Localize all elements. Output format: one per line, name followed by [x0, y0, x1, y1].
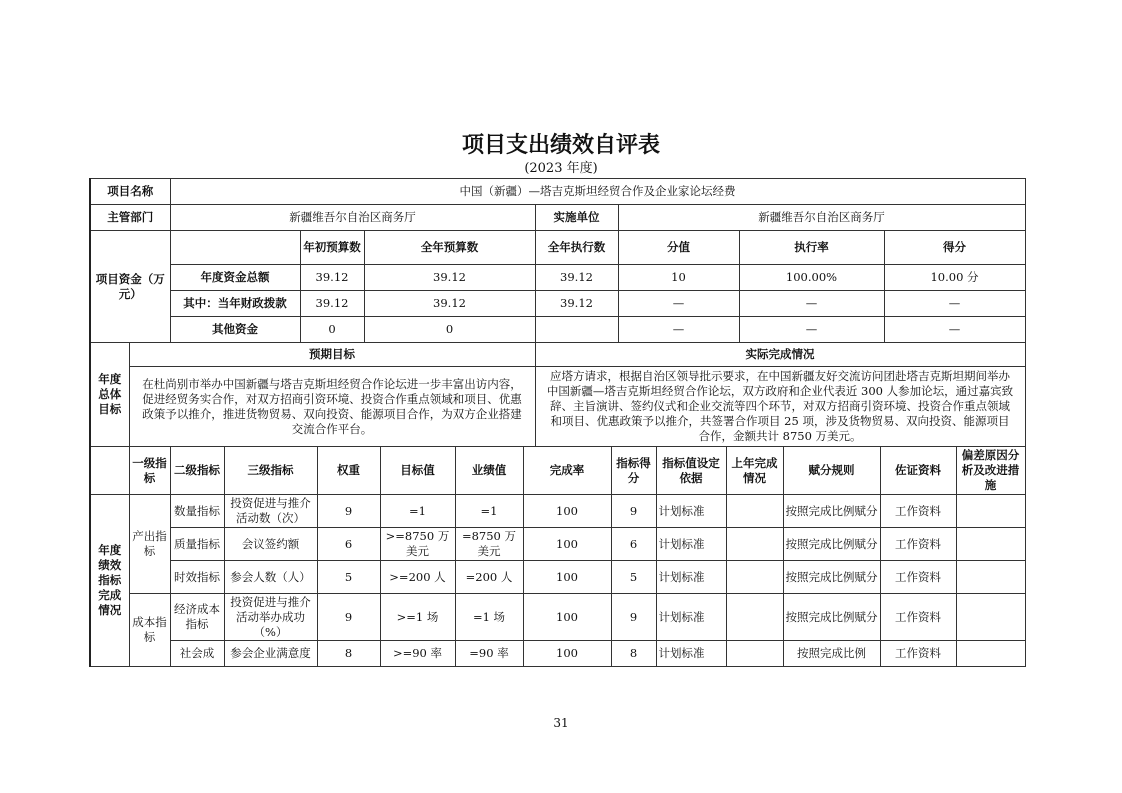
level3-label: 投资促进与推介活动举办成功（%）: [224, 594, 317, 641]
funds-annual: 39.12: [364, 291, 535, 317]
indicator-row: [90, 495, 1025, 528]
year-subtitle: (2023 年度): [524, 161, 598, 176]
score-cell: 8: [611, 641, 656, 667]
score-cell: 5: [611, 561, 656, 594]
funds-header-executed: 全年执行数: [535, 231, 618, 265]
level1-label: 成本指标: [129, 594, 170, 667]
deviation-cell: [956, 561, 1025, 594]
goals-label: 年度总体目标: [90, 343, 129, 447]
indicators-table: [89, 446, 1026, 667]
col-header-actual: 业绩值: [455, 447, 523, 495]
weight-cell: 6: [317, 528, 380, 561]
basis-cell: 计划标准: [656, 561, 726, 594]
project-name-row: [90, 179, 1025, 205]
funds-row-other: [90, 317, 1025, 343]
indicators-header-row: [90, 447, 1025, 495]
last-year-cell: [726, 594, 783, 641]
page-number: 31: [553, 716, 569, 730]
funds-score: —: [884, 291, 1025, 317]
target-cell: >=8750 万美元: [380, 528, 455, 561]
project-name-label: 项目名称: [90, 179, 170, 205]
funds-header-row: [90, 231, 1025, 265]
last-year-cell: [726, 495, 783, 528]
indicator-row: [90, 528, 1025, 561]
last-year-cell: [726, 528, 783, 561]
col-header-completion: 完成率: [523, 447, 611, 495]
funds-annual: 0: [364, 317, 535, 343]
funds-executed: 39.12: [535, 291, 618, 317]
score-cell: 9: [611, 495, 656, 528]
funds-score: 10.00 分: [884, 265, 1025, 291]
evidence-cell: 工作资料: [880, 495, 956, 528]
page-title: 项目支出绩效自评表: [461, 133, 660, 158]
score-cell: 9: [611, 594, 656, 641]
basis-cell: 计划标准: [656, 594, 726, 641]
funds-row-name: 年度资金总额: [170, 265, 300, 291]
indicator-row: [90, 561, 1025, 594]
indicator-row: [90, 641, 1025, 667]
deviation-cell: [956, 641, 1025, 667]
col-header-score: 指标得分: [611, 447, 656, 495]
indicators-header-blank: [90, 447, 129, 495]
evidence-cell: 工作资料: [880, 641, 956, 667]
rule-cell: 按照完成比例赋分: [783, 561, 880, 594]
level2-label: 质量指标: [170, 528, 224, 561]
level2-label: 社会成: [170, 641, 224, 667]
evidence-cell: 工作资料: [880, 528, 956, 561]
evidence-cell: 工作资料: [880, 561, 956, 594]
target-cell: >=90 率: [380, 641, 455, 667]
funds-score-value: —: [618, 291, 739, 317]
funds-row-name: 其中：当年财政拨款: [170, 291, 300, 317]
level3-label: 参会人数（人）: [224, 561, 317, 594]
deviation-cell: [956, 594, 1025, 641]
level3-label: 投资促进与推介活动数（次）: [224, 495, 317, 528]
last-year-cell: [726, 561, 783, 594]
dept-label: 主管部门: [90, 205, 170, 231]
funds-score-value: 10: [618, 265, 739, 291]
funds-initial: 0: [300, 317, 364, 343]
funds-row-fiscal: [90, 291, 1025, 317]
funds-initial: 39.12: [300, 265, 364, 291]
impl-value: 新疆维吾尔自治区商务厅: [618, 205, 1025, 231]
level3-label: 会议签约额: [224, 528, 317, 561]
deviation-cell: [956, 528, 1025, 561]
indicators-section-label: 年度绩效指标完成情况: [90, 495, 129, 667]
project-name-value: 中国（新疆）—塔吉克斯坦经贸合作及企业家论坛经费: [170, 179, 1025, 205]
funds-header-annual: 全年预算数: [364, 231, 535, 265]
funds-executed: [535, 317, 618, 343]
col-header-rule: 赋分规则: [783, 447, 880, 495]
target-cell: >=200 人: [380, 561, 455, 594]
actual-cell: =8750 万美元: [455, 528, 523, 561]
funds-row-total: [90, 265, 1025, 291]
last-year-cell: [726, 641, 783, 667]
weight-cell: 5: [317, 561, 380, 594]
col-header-deviation: 偏差原因分析及改进措施: [956, 447, 1025, 495]
level1-label: 产出指标: [129, 495, 170, 594]
level2-label: 数量指标: [170, 495, 224, 528]
funds-label: 项目资金（万元）: [90, 231, 170, 343]
funds-header-blank: [170, 231, 300, 265]
level2-label: 时效指标: [170, 561, 224, 594]
basis-cell: 计划标准: [656, 528, 726, 561]
evidence-cell: 工作资料: [880, 594, 956, 641]
completion-cell: 100: [523, 594, 611, 641]
score-cell: 6: [611, 528, 656, 561]
funds-rate: 100.00%: [739, 265, 884, 291]
impl-label: 实施单位: [535, 205, 618, 231]
rule-cell: 按照完成比例: [783, 641, 880, 667]
goals-header-row: [90, 343, 1025, 367]
funds-rate: —: [739, 291, 884, 317]
col-header-basis: 指标值设定依据: [656, 447, 726, 495]
funds-header-score: 得分: [884, 231, 1025, 265]
weight-cell: 8: [317, 641, 380, 667]
goals-expected-text: 在杜尚别市举办中国新疆与塔吉克斯坦经贸合作论坛进一步丰富出访内容，促进经贸务实合作，对双方招商引资环境、投资合作重点领域和项目、优惠政策予以推介，推进货物贸易、双向投资、能源项目合作，为双方企业搭建交流合作平台。: [129, 367, 535, 447]
col-header-evidence: 佐证资料: [880, 447, 956, 495]
target-cell: >=1 场: [380, 594, 455, 641]
col-header-level2: 二级指标: [170, 447, 224, 495]
goals-actual-text: 应塔方请求，根据自治区领导批示要求，在中国新疆友好交流访问团赴塔吉克斯坦期间举办中国新疆—塔吉克斯坦经贸合作论坛，双方政府和企业代表近 300 人参加论坛，通过嘉宾致辞、主旨演讲、签约仪式和企业交流等四个环节，对双方招商引资环境、投资合作重点领域和项目、优惠政策予以推介，共签署合作项目 25 项，涉及货物贸易、双向投资、能源项目合作，金额共计 8750 万美元。: [535, 367, 1025, 447]
actual-cell: =90 率: [455, 641, 523, 667]
goals-expected-header: 预期目标: [129, 343, 535, 367]
completion-cell: 100: [523, 528, 611, 561]
deviation-cell: [956, 495, 1025, 528]
weight-cell: 9: [317, 594, 380, 641]
level2-label: 经济成本指标: [170, 594, 224, 641]
col-header-last-year: 上年完成情况: [726, 447, 783, 495]
funds-rate: —: [739, 317, 884, 343]
basis-cell: 计划标准: [656, 495, 726, 528]
rule-cell: 按照完成比例赋分: [783, 528, 880, 561]
funds-initial: 39.12: [300, 291, 364, 317]
funds-annual: 39.12: [364, 265, 535, 291]
completion-cell: 100: [523, 561, 611, 594]
department-row: [90, 205, 1025, 231]
funds-row-name: 其他资金: [170, 317, 300, 343]
weight-cell: 9: [317, 495, 380, 528]
funds-header-score-value: 分值: [618, 231, 739, 265]
level3-label: 参会企业满意度: [224, 641, 317, 667]
rule-cell: 按照完成比例赋分: [783, 594, 880, 641]
actual-cell: =1 场: [455, 594, 523, 641]
goals-content-row: [90, 367, 1025, 447]
goals-actual-header: 实际完成情况: [535, 343, 1025, 367]
actual-cell: =1: [455, 495, 523, 528]
funds-header-rate: 执行率: [739, 231, 884, 265]
col-header-weight: 权重: [317, 447, 380, 495]
completion-cell: 100: [523, 495, 611, 528]
completion-cell: 100: [523, 641, 611, 667]
col-header-target: 目标值: [380, 447, 455, 495]
indicator-row: [90, 594, 1025, 641]
funds-header-initial: 年初预算数: [300, 231, 364, 265]
funds-executed: 39.12: [535, 265, 618, 291]
funds-score: —: [884, 317, 1025, 343]
rule-cell: 按照完成比例赋分: [783, 495, 880, 528]
col-header-level3: 三级指标: [224, 447, 317, 495]
funds-score-value: —: [618, 317, 739, 343]
dept-value: 新疆维吾尔自治区商务厅: [170, 205, 535, 231]
target-cell: =1: [380, 495, 455, 528]
col-header-level1: 一级指标: [129, 447, 170, 495]
project-info-table: [89, 178, 1026, 447]
basis-cell: 计划标准: [656, 641, 726, 667]
actual-cell: =200 人: [455, 561, 523, 594]
